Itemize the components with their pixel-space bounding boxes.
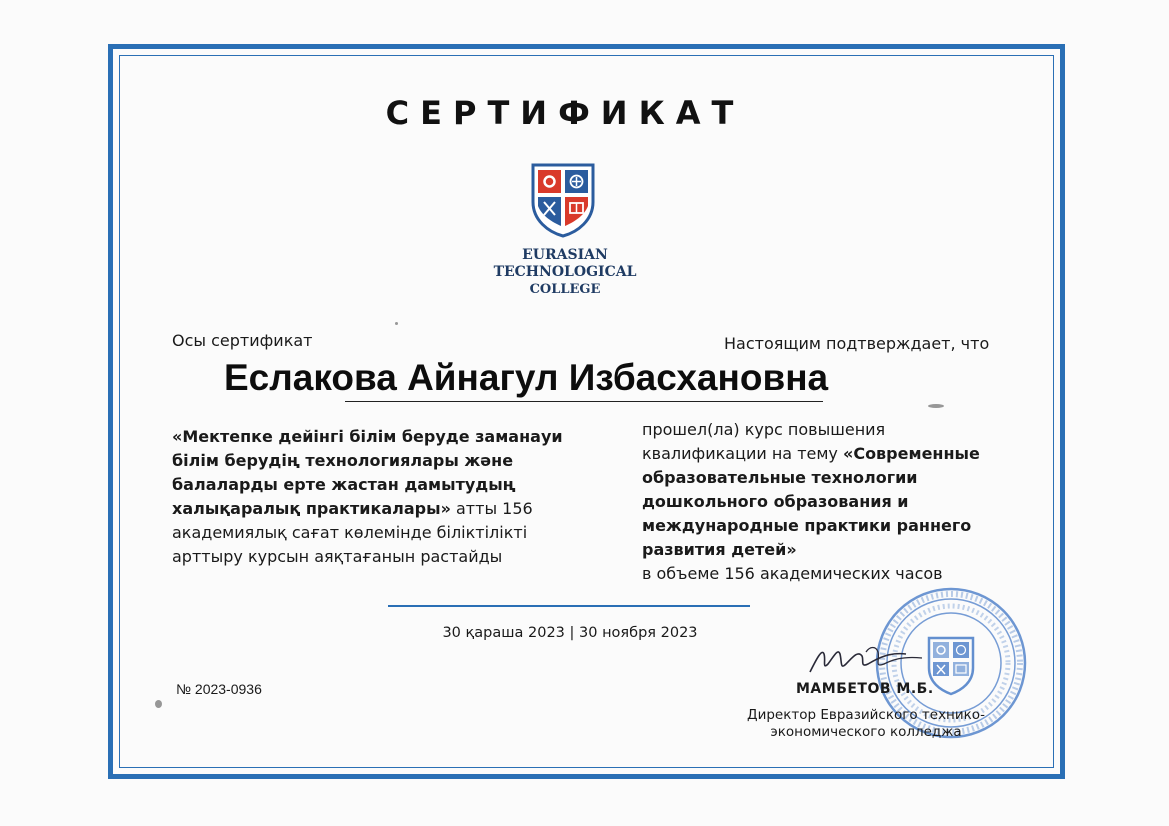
course-description-ru	[642, 418, 1002, 586]
scan-speck	[928, 404, 944, 408]
intro-text-kz: Осы сертификат	[172, 331, 313, 350]
issue-dates: 30 қараша 2023 | 30 ноября 2023	[442, 625, 698, 641]
intro-text-ru: Настоящим подтверждает, что	[724, 334, 990, 353]
recipient-name: Еслакова Айнагул Избасхановна	[224, 357, 829, 398]
course-intro-ru: прошел(ла) курс повышения квалификации на тему	[642, 420, 886, 463]
signatory-position: Директор Евразийского технико-экономического колледжа	[747, 707, 985, 740]
college-name	[450, 247, 680, 298]
course-title-ru: «Современные образовательные технологии дошкольного образования и международные практики раннего развития детей»	[642, 444, 980, 559]
scan-speck	[395, 322, 398, 325]
college-logo-shield-icon	[530, 162, 596, 238]
college-name-line1: EURASIAN	[522, 247, 608, 263]
course-description-kz	[172, 425, 572, 569]
certificate-title: СЕРТИФИКАТ	[385, 94, 745, 132]
college-name-line2: TECHNOLOGICAL	[493, 264, 637, 280]
name-underline	[345, 401, 823, 402]
course-details-kz: атты 156 академиялық сағат көлемінде біліктілікті арттыру курсын аяқтағанын растайды	[172, 499, 533, 566]
director-signature	[806, 640, 926, 680]
certificate-number: № 2023-0936	[176, 681, 262, 697]
course-hours-ru: в объеме 156 академических часов	[642, 564, 943, 583]
course-title-kz: «Мектепке дейінгі білім беруде заманауи білім берудің технологиялары және балаларды ерте жастан дамытудың халықаралық практикалары»	[172, 427, 563, 518]
signatory-name: МАМБЕТОВ М.Б.	[796, 681, 934, 697]
scan-speck	[155, 700, 162, 708]
date-separator-line	[388, 605, 750, 607]
college-name-line3: COLLEGE	[529, 282, 601, 297]
